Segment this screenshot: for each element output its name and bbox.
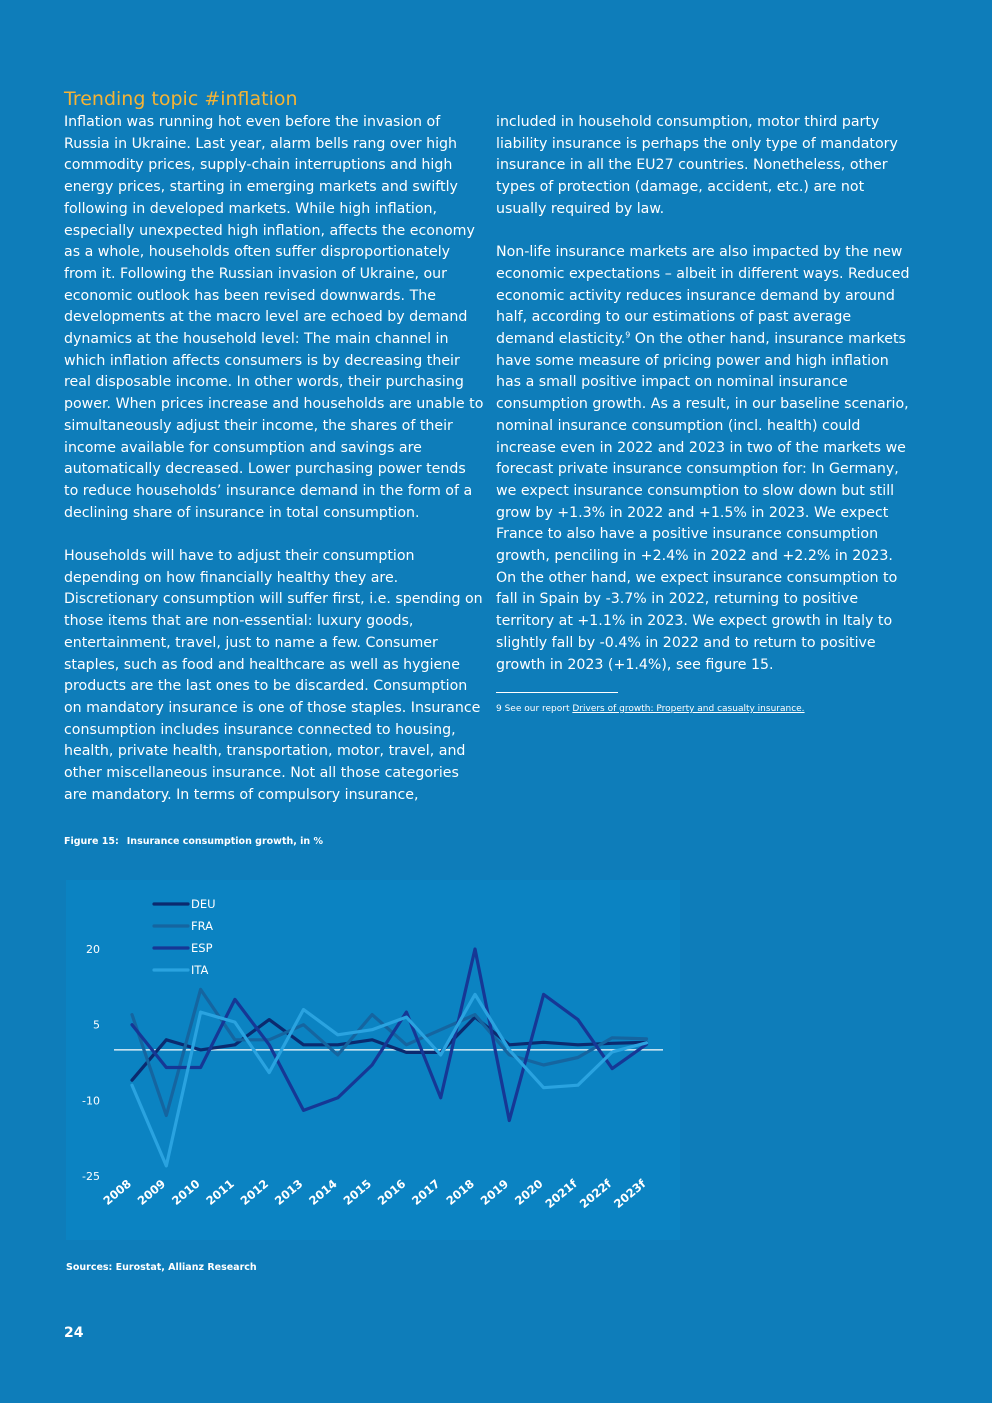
footnote [496,703,910,715]
left-column [64,112,484,828]
x-tick-label: 2021f [542,1176,580,1212]
series-line-esp [132,949,647,1121]
page-number: 24 [64,1325,84,1341]
section-title: Trending topic #inflation [64,88,298,110]
y-tick-label: -10 [82,1094,100,1108]
legend-label-deu: DEU [191,897,216,911]
footnote-report-link[interactable]: Drivers of growth: Property and casualty insurance. [572,703,805,714]
x-tick-label: 2011 [203,1176,237,1208]
x-tick-label: 2014 [306,1176,340,1208]
x-tick-label: 2010 [169,1176,203,1208]
x-tick-label: 2018 [443,1176,477,1208]
chart-panel [66,880,680,1240]
y-tick-label: -25 [82,1170,100,1183]
footnote-marker[interactable]: 9 [625,330,631,340]
figure-title: Insurance consumption growth, in % [126,836,324,847]
x-tick-label: 2015 [340,1176,375,1208]
legend-label-esp: ESP [191,941,213,955]
body-text: On the other hand, insurance markets have some measure of pricing power and high inflation has a small positive impact on nominal insurance consumption growth. As a result, in our baseline scenario, nominal insurance consumption (incl. health) could increase even in 2022 and 2023 in two of the markets we forecast private insurance consumption for: In Germany, we expect insurance consumption to slow down but still grow by +1.3% in 2022 and +1.5% in 2023. We expect France to also have a positive insurance consumption growth, penciling in +2.4% in 2022 and +2.2% in 2023. On the other hand, we expect insurance consumption to fall in Spain by -3.7% in 2022, returning to positive territory at +1.1% in 2023. We expect growth in Italy to slightly fall by -0.4% in 2022 and to return to positive growth in 2023 (+1.4%), see figure 15. [496,331,909,673]
x-tick-label: 2022f [576,1176,615,1212]
figure-label: Figure 15: [64,836,119,847]
legend-label-fra: FRA [191,919,214,933]
body-paragraph: included in household consumption, motor third party liability insurance is perhaps the only type of mandatory insurance in all the EU27 countries. Nonetheless, other types of protection (damage, accident, etc.) are not usually required by law. [496,114,898,217]
footnote-divider [496,692,618,693]
footnote-text: 9 See our report [496,703,573,714]
x-tick-label: 2017 [409,1176,443,1208]
figure-caption [64,836,323,847]
body-paragraph [496,242,910,676]
x-tick-label: 2013 [271,1176,306,1208]
x-tick-label: 2023f [611,1176,649,1212]
figure-source: Sources: Eurostat, Allianz Research [66,1262,257,1273]
x-tick-label: 2016 [374,1176,409,1208]
body-text: Non-life insurance markets are also impacted by the new economic expectations – albeit in different ways. Reduced economic activity reduces insurance demand by around half, according to our estimations of past average demand elasticity. [496,244,910,348]
x-tick-label: 2012 [237,1176,272,1208]
y-tick-label: 5 [93,1018,100,1032]
line-chart [66,880,680,1240]
x-tick-label: 2009 [134,1176,169,1208]
body-paragraph: Inflation was running hot even before the invasion of Russia in Ukraine. Last year, alarm bells rang over high commodity prices, supply-chain interruptions and high energy prices, starting in emerging markets and swiftly following in developed markets. While high inflation, especially unexpected high inflation, affects the economy as a whole, households often suffer disproportionately from it. Following the Russian invasion of Ukraine, our economic outlook has been revised downwards. The developments at the macro level are echoed by demand dynamics at the household level: The main channel in which inflation affects consumers is by decreasing their real disposable income. In other words, their purchasing power. When prices increase and households are unable to simultaneously adjust their income, the shares of their income available for consumption and savings are automatically decreased. Lower purchasing power tends to reduce households’ insurance demand in the form of a declining share of insurance in total consumption. [64,114,484,521]
legend-label-ita: ITA [191,963,209,977]
right-column [496,112,910,715]
body-paragraph: Households will have to adjust their consumption depending on how financially healthy they are. Discretionary consumption will suffer first, i.e. spending on those items that are non-essential: luxury goods, entertainment, travel, just to name a few. Consumer staples, such as food and healthcare as well as hygiene products are the last ones to be discarded. Consumption on mandatory insurance is one of those staples. Insurance consumption includes insurance connected to housing, health, private health, transportation, motor, travel, and other miscellaneous insurance. Not all those categories are mandatory. In terms of compulsory insurance, [64,548,483,803]
x-tick-label: 2008 [100,1176,134,1208]
x-tick-label: 2019 [477,1176,512,1208]
y-tick-label: 20 [86,943,100,956]
x-tick-label: 2020 [512,1176,546,1208]
series-line-ita [132,994,647,1166]
